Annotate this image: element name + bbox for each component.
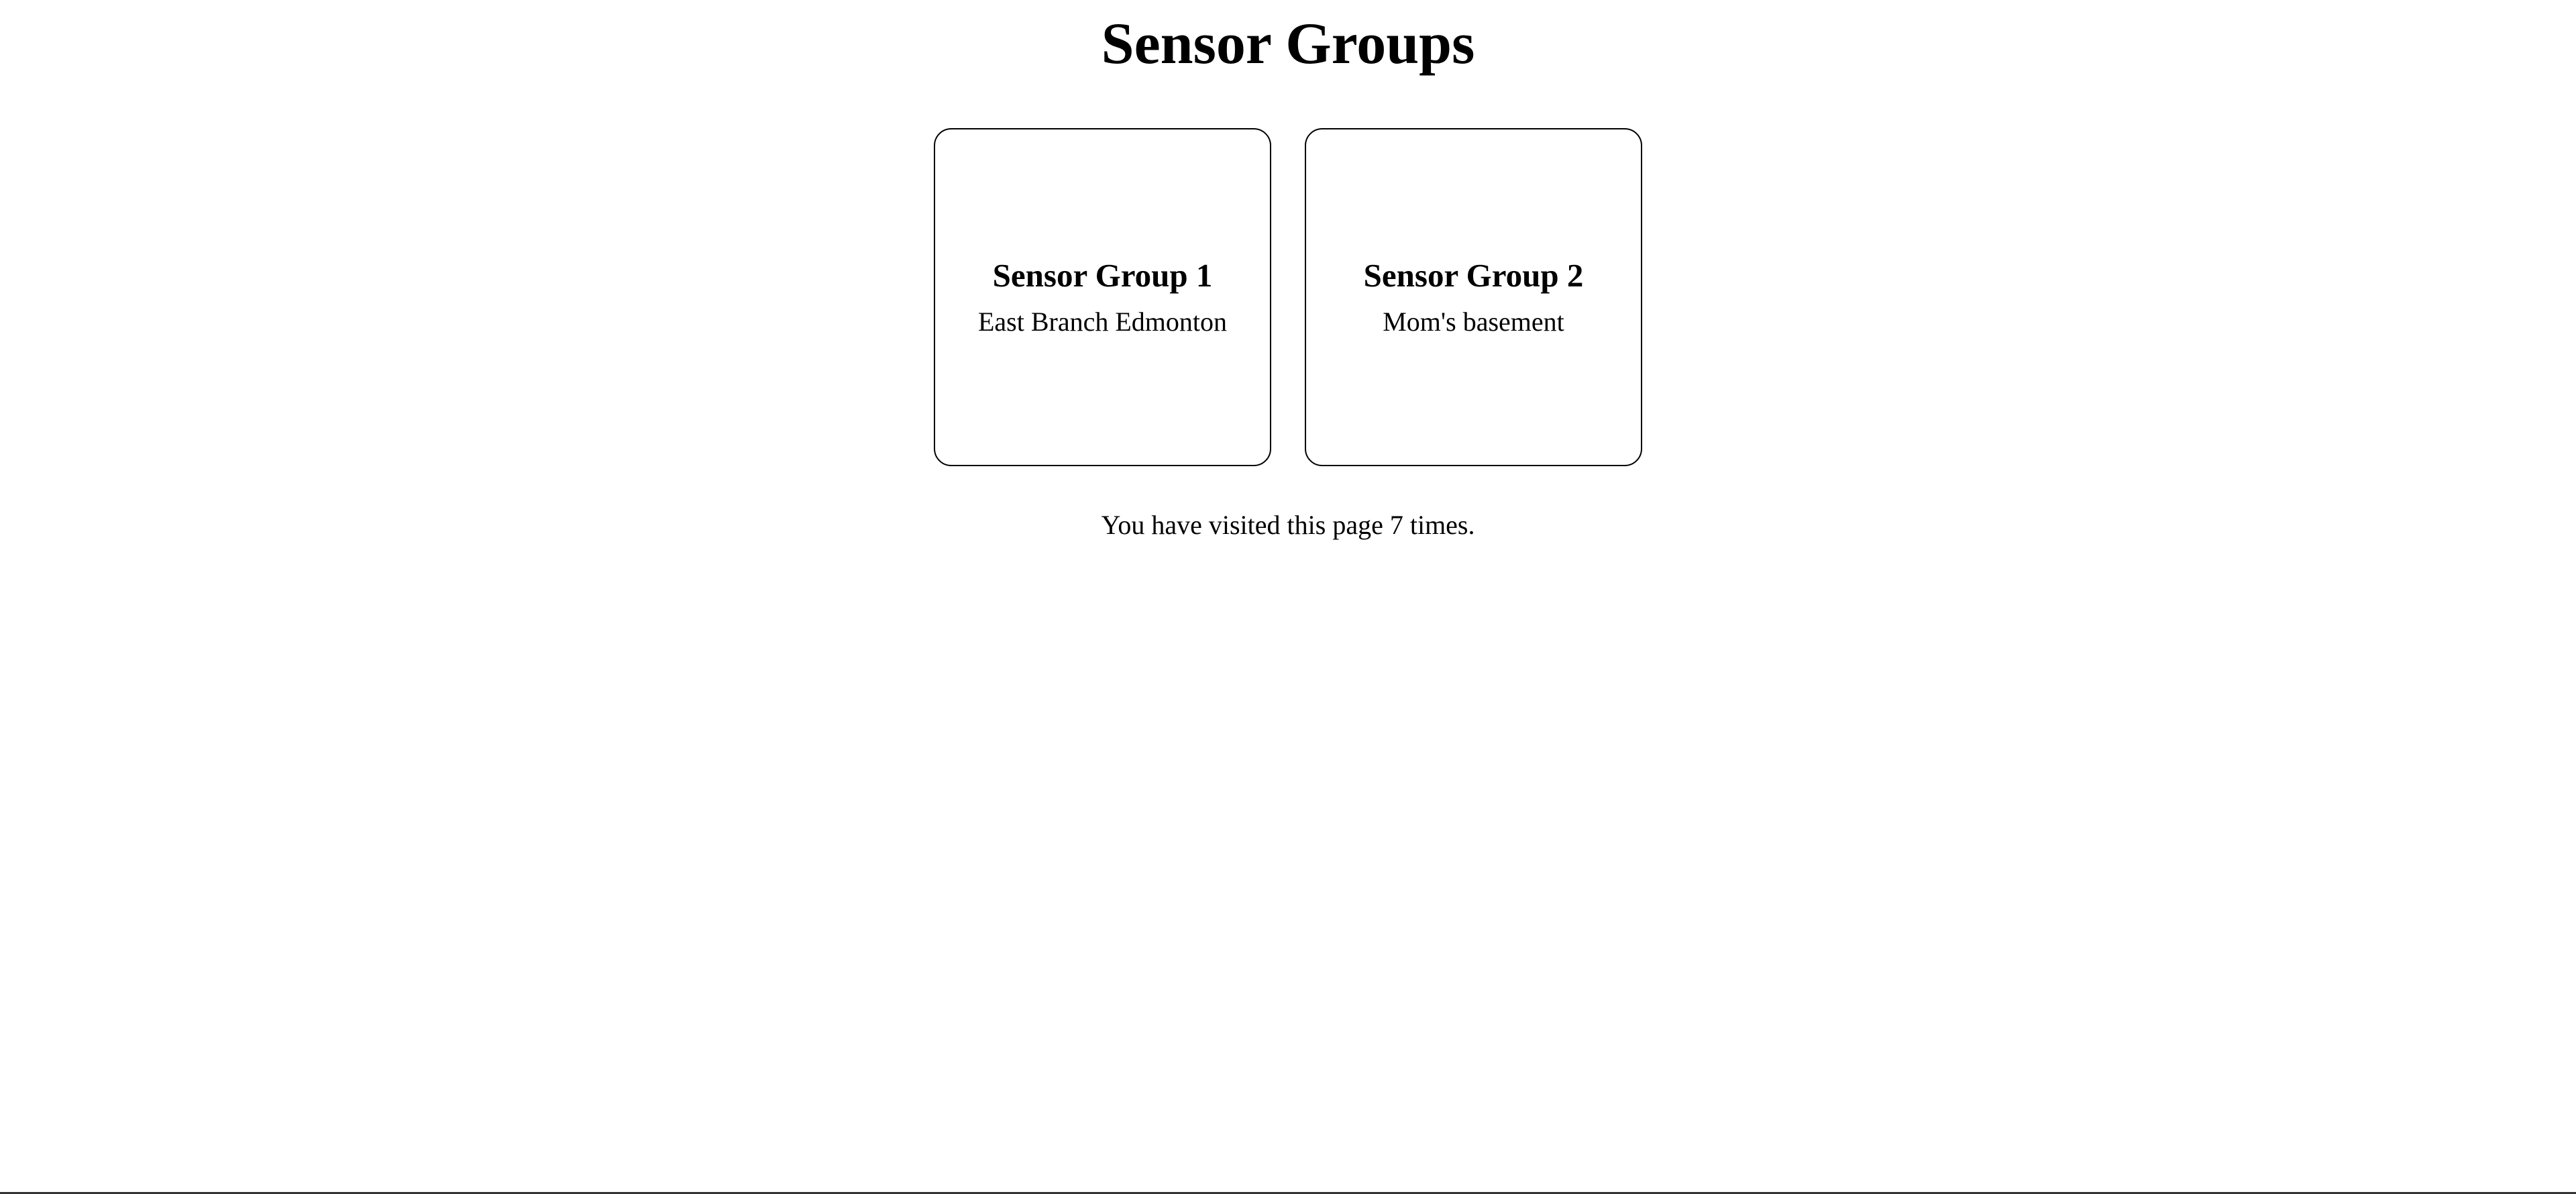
sensor-group-card-2[interactable]: [1305, 128, 1642, 466]
sensor-group-name: Sensor Group 1: [992, 257, 1213, 294]
visit-counter-text: You have visited this page 7 times.: [1101, 510, 1475, 540]
sensor-group-list: [0, 128, 2576, 466]
page-title: Sensor Groups: [1101, 11, 1475, 76]
sensor-group-card-1[interactable]: [934, 128, 1271, 466]
sensor-group-name: Sensor Group 2: [1363, 257, 1584, 294]
sensor-group-location: East Branch Edmonton: [977, 307, 1228, 337]
sensor-group-location: Mom's basement: [1383, 307, 1564, 337]
